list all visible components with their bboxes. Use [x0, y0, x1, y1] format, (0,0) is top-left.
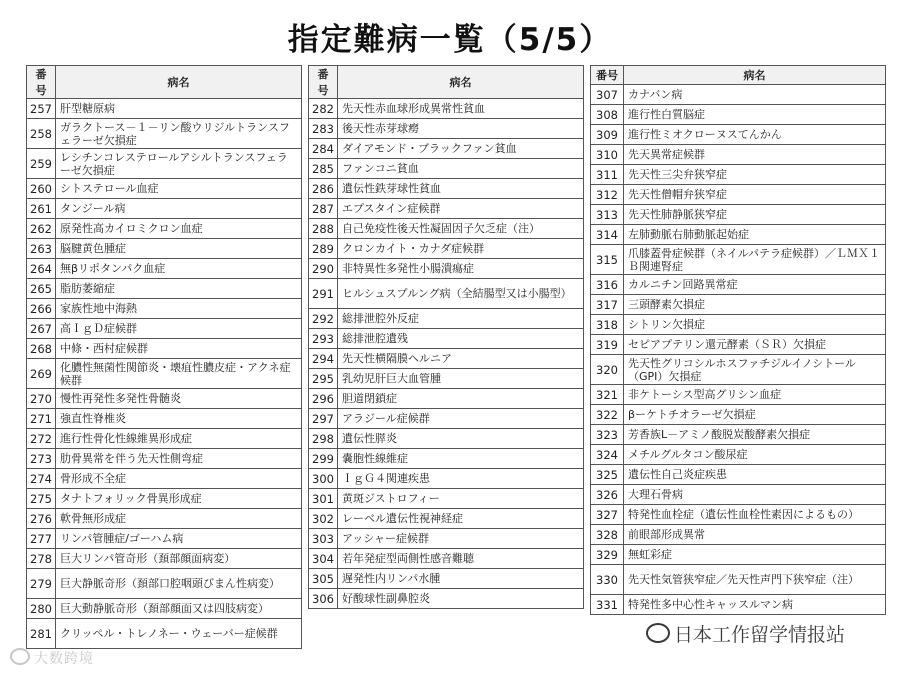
table-row — [591, 185, 886, 205]
disease-number: 265 — [27, 279, 56, 299]
table-row — [309, 199, 584, 219]
disease-name: カナバン病 — [624, 85, 886, 105]
disease-number: 260 — [27, 179, 56, 199]
table-row — [591, 545, 886, 565]
disease-number: 330 — [591, 565, 624, 595]
table-row — [591, 525, 886, 545]
table-row — [27, 469, 302, 489]
disease-number: 314 — [591, 225, 624, 245]
disease-number: 295 — [309, 369, 338, 389]
table-row — [309, 569, 584, 589]
disease-name: 先天異常症候群 — [624, 145, 886, 165]
table-header-row — [27, 66, 302, 99]
table-row — [591, 225, 886, 245]
disease-number: 291 — [309, 279, 338, 309]
disease-number: 321 — [591, 385, 624, 405]
table-row — [27, 179, 302, 199]
disease-table-3 — [590, 65, 886, 615]
disease-number: 309 — [591, 125, 624, 145]
disease-table-1 — [26, 65, 302, 649]
disease-name: タナトフォリック骨異形成症 — [56, 489, 302, 509]
disease-number: 281 — [27, 619, 56, 649]
table-row — [591, 275, 886, 295]
table-row — [591, 85, 886, 105]
disease-number: 257 — [27, 99, 56, 119]
disease-number: 275 — [27, 489, 56, 509]
table-row — [27, 509, 302, 529]
table-row — [27, 299, 302, 319]
table-row — [591, 205, 886, 225]
disease-number: 318 — [591, 315, 624, 335]
table-row — [309, 179, 584, 199]
disease-name: 芳香族L－アミノ酸脱炭酸酵素欠損症 — [624, 425, 886, 445]
disease-number: 325 — [591, 465, 624, 485]
header-disease-name: 病名 — [338, 66, 584, 99]
disease-number: 331 — [591, 595, 624, 615]
disease-number: 277 — [27, 529, 56, 549]
table-row — [309, 449, 584, 469]
disease-number: 279 — [27, 569, 56, 599]
table-row — [309, 99, 584, 119]
disease-number: 326 — [591, 485, 624, 505]
disease-name: 遺伝性自己炎症疾患 — [624, 465, 886, 485]
disease-number: 264 — [27, 259, 56, 279]
disease-number: 323 — [591, 425, 624, 445]
table-row — [591, 485, 886, 505]
watermark-left — [10, 648, 94, 668]
disease-number: 315 — [591, 245, 624, 275]
disease-number: 270 — [27, 389, 56, 409]
disease-name: レシチンコレステロールアシルトランスフェラーゼ欠損症 — [56, 149, 302, 179]
table-row — [591, 385, 886, 405]
table-row — [309, 219, 584, 239]
table-row — [27, 549, 302, 569]
disease-name: アラジール症候群 — [338, 409, 584, 429]
table-row — [309, 549, 584, 569]
disease-number: 304 — [309, 549, 338, 569]
table-row — [27, 489, 302, 509]
table-row — [591, 445, 886, 465]
disease-name: ＩｇＧ４関連疾患 — [338, 469, 584, 489]
disease-name: 先天性横隔膜ヘルニア — [338, 349, 584, 369]
disease-name: クリッペル・トレノネー・ウェーバー症候群 — [56, 619, 302, 649]
table-row — [591, 355, 886, 385]
disease-number: 301 — [309, 489, 338, 509]
table-row — [27, 569, 302, 599]
table-row — [309, 259, 584, 279]
disease-number: 293 — [309, 329, 338, 349]
disease-name: 無虹彩症 — [624, 545, 886, 565]
disease-name: シトステロール血症 — [56, 179, 302, 199]
disease-number: 258 — [27, 119, 56, 149]
disease-name: 遺伝性鉄芽球性貧血 — [338, 179, 584, 199]
table-row — [309, 119, 584, 139]
disease-number: 296 — [309, 389, 338, 409]
table-row — [309, 349, 584, 369]
disease-name: 非ケトーシス型高グリシン血症 — [624, 385, 886, 405]
table-row — [591, 145, 886, 165]
table-header-row — [309, 66, 584, 99]
disease-name: クロンカイト・カナダ症候群 — [338, 239, 584, 259]
disease-name: 進行性ミオクローヌスてんかん — [624, 125, 886, 145]
disease-number: 310 — [591, 145, 624, 165]
disease-name: タンジール病 — [56, 199, 302, 219]
disease-name: 好酸球性副鼻腔炎 — [338, 589, 584, 609]
table-row — [591, 125, 886, 145]
disease-number: 319 — [591, 335, 624, 355]
disease-number: 300 — [309, 469, 338, 489]
disease-name: 特発性多中心性キャッスルマン病 — [624, 595, 886, 615]
disease-name: ダイアモンド・ブラックファン貧血 — [338, 139, 584, 159]
disease-name: 中條・西村症候群 — [56, 339, 302, 359]
disease-name: カルニチン回路異常症 — [624, 275, 886, 295]
disease-name: 後天性赤芽球癆 — [338, 119, 584, 139]
table-row — [27, 449, 302, 469]
disease-number: 278 — [27, 549, 56, 569]
watermark-right — [642, 620, 849, 647]
disease-name: 非特異性多発性小腸潰瘍症 — [338, 259, 584, 279]
table-row — [309, 239, 584, 259]
table-row — [309, 529, 584, 549]
table-row — [309, 139, 584, 159]
disease-name: 進行性骨化性線維異形成症 — [56, 429, 302, 449]
watermark-right-text: 日本工作留学情报站 — [674, 624, 846, 646]
disease-name: 肝型糖原病 — [56, 99, 302, 119]
disease-name: 慢性再発性多発性骨髄炎 — [56, 389, 302, 409]
table-row — [309, 329, 584, 349]
table-row — [591, 505, 886, 525]
table-row — [27, 119, 302, 149]
disease-name: 巨大リンパ管奇形（頚部顔面病変） — [56, 549, 302, 569]
table-row — [27, 429, 302, 449]
table-row — [27, 279, 302, 299]
table-row — [27, 599, 302, 619]
table-row — [27, 619, 302, 649]
disease-name: 黄斑ジストロフィー — [338, 489, 584, 509]
table-row — [591, 295, 886, 315]
disease-name: 左肺動脈右肺動脈起始症 — [624, 225, 886, 245]
disease-number: 272 — [27, 429, 56, 449]
disease-name: シトリン欠損症 — [624, 315, 886, 335]
disease-number: 276 — [27, 509, 56, 529]
disease-name: 爪膝蓋骨症候群（ネイルパテラ症候群）／ＬＭＸ１Ｂ関連腎症 — [624, 245, 886, 275]
table-row — [591, 405, 886, 425]
page-title: 指定難病一覧（5/5） — [287, 22, 613, 58]
disease-name: 肋骨異常を伴う先天性側弯症 — [56, 449, 302, 469]
disease-name: セピアプテリン還元酵素（ＳＲ）欠損症 — [624, 335, 886, 355]
disease-name: 先天性肺静脈狭窄症 — [624, 205, 886, 225]
disease-number: 329 — [591, 545, 624, 565]
disease-name: 先天性赤血球形成異常性貧血 — [338, 99, 584, 119]
disease-table-2 — [308, 65, 584, 609]
disease-number: 286 — [309, 179, 338, 199]
table-row — [27, 529, 302, 549]
disease-name: βーケトチオラーゼ欠損症 — [624, 405, 886, 425]
disease-name: 三頭酵素欠損症 — [624, 295, 886, 315]
disease-number: 282 — [309, 99, 338, 119]
disease-number: 287 — [309, 199, 338, 219]
disease-name: 総排泄腔遺残 — [338, 329, 584, 349]
disease-number: 327 — [591, 505, 624, 525]
disease-number: 303 — [309, 529, 338, 549]
disease-number: 320 — [591, 355, 624, 385]
disease-number: 299 — [309, 449, 338, 469]
disease-name: メチルグルタコン酸尿症 — [624, 445, 886, 465]
table-row — [309, 489, 584, 509]
disease-number: 311 — [591, 165, 624, 185]
disease-name: 嚢胞性線維症 — [338, 449, 584, 469]
disease-number: 283 — [309, 119, 338, 139]
table-row — [591, 315, 886, 335]
disease-name: 先天性三尖弁狭窄症 — [624, 165, 886, 185]
table-header-row — [591, 66, 886, 85]
disease-number: 317 — [591, 295, 624, 315]
header-number: 番号 — [27, 66, 56, 99]
disease-name: ガラクトース－１－リン酸ウリジルトランスフェラーゼ欠損症 — [56, 119, 302, 149]
table-row — [309, 589, 584, 609]
disease-name: 無βリポタンパク血症 — [56, 259, 302, 279]
disease-name: 先天性グリコシルホスファチジルイノシトール（GPI）欠損症 — [624, 355, 886, 385]
disease-number: 298 — [309, 429, 338, 449]
watermark-left-text: 大数跨境 — [34, 651, 94, 667]
disease-name: 遺伝性膵炎 — [338, 429, 584, 449]
wechat-icon — [646, 623, 670, 643]
disease-number: 307 — [591, 85, 624, 105]
disease-number: 259 — [27, 149, 56, 179]
disease-name: 軟骨無形成症 — [56, 509, 302, 529]
disease-number: 306 — [309, 589, 338, 609]
disease-number: 302 — [309, 509, 338, 529]
disease-name: 前眼部形成異常 — [624, 525, 886, 545]
table-row — [309, 369, 584, 389]
table-row — [591, 165, 886, 185]
disease-number: 268 — [27, 339, 56, 359]
disease-number: 290 — [309, 259, 338, 279]
disease-name: リンパ管腫症/ゴーハム病 — [56, 529, 302, 549]
table-row — [27, 339, 302, 359]
disease-name: 特発性血栓症（遺伝性血栓性素因によるもの） — [624, 505, 886, 525]
disease-name: 家族性地中海熱 — [56, 299, 302, 319]
disease-number: 263 — [27, 239, 56, 259]
disease-name: 胆道閉鎖症 — [338, 389, 584, 409]
disease-name: ファンコニ貧血 — [338, 159, 584, 179]
table-row — [27, 389, 302, 409]
table-row — [591, 245, 886, 275]
table-row — [309, 309, 584, 329]
table-row — [309, 429, 584, 449]
table-row — [27, 219, 302, 239]
disease-name: 脂肪萎縮症 — [56, 279, 302, 299]
disease-name: 強直性脊椎炎 — [56, 409, 302, 429]
table-row — [27, 359, 302, 389]
disease-number: 312 — [591, 185, 624, 205]
disease-name: 骨形成不全症 — [56, 469, 302, 489]
disease-number: 294 — [309, 349, 338, 369]
disease-name: アッシャー症候群 — [338, 529, 584, 549]
header-disease-name: 病名 — [56, 66, 302, 99]
table-row — [27, 99, 302, 119]
disease-number: 273 — [27, 449, 56, 469]
table-row — [309, 159, 584, 179]
table-row — [591, 465, 886, 485]
table-row — [591, 425, 886, 445]
disease-number: 292 — [309, 309, 338, 329]
disease-number: 280 — [27, 599, 56, 619]
table-row — [591, 565, 886, 595]
disease-name: 総排泄腔外反症 — [338, 309, 584, 329]
disease-number: 328 — [591, 525, 624, 545]
disease-name: エプスタイン症候群 — [338, 199, 584, 219]
table-row — [27, 319, 302, 339]
disease-name: 原発性高カイロミクロン血症 — [56, 219, 302, 239]
table-row — [309, 469, 584, 489]
disease-name: 自己免疫性後天性凝固因子欠乏症（注） — [338, 219, 584, 239]
disease-number: 316 — [591, 275, 624, 295]
disease-number: 313 — [591, 205, 624, 225]
disease-number: 271 — [27, 409, 56, 429]
disease-number: 297 — [309, 409, 338, 429]
chat-bubble-icon — [10, 648, 30, 665]
disease-name: 乳幼児肝巨大血管腫 — [338, 369, 584, 389]
disease-name: 遅発性内リンパ水腫 — [338, 569, 584, 589]
table-row — [27, 409, 302, 429]
table-row — [27, 199, 302, 219]
table-row — [309, 279, 584, 309]
header-number: 番号 — [591, 66, 624, 85]
disease-number: 305 — [309, 569, 338, 589]
disease-number: 267 — [27, 319, 56, 339]
disease-name: 化膿性無菌性関節炎・壊疽性膿皮症・アクネ症候群 — [56, 359, 302, 389]
table-row — [27, 239, 302, 259]
disease-number: 285 — [309, 159, 338, 179]
disease-name: 巨大動静脈奇形（頚部顔面又は四肢病変） — [56, 599, 302, 619]
disease-name: 大理石骨病 — [624, 485, 886, 505]
disease-number: 284 — [309, 139, 338, 159]
disease-number: 269 — [27, 359, 56, 389]
table-row — [591, 105, 886, 125]
disease-number: 261 — [27, 199, 56, 219]
disease-name: ヒルシュスプルング病（全結腸型又は小腸型） — [338, 279, 584, 309]
disease-number: 262 — [27, 219, 56, 239]
disease-name: 先天性気管狭窄症／先天性声門下狭窄症（注） — [624, 565, 886, 595]
disease-number: 308 — [591, 105, 624, 125]
disease-name: 巨大静脈奇形（頚部口腔咽頭びまん性病変） — [56, 569, 302, 599]
header-number: 番号 — [309, 66, 338, 99]
disease-name: 先天性僧帽弁狭窄症 — [624, 185, 886, 205]
disease-number: 288 — [309, 219, 338, 239]
table-row — [309, 389, 584, 409]
table-row — [27, 149, 302, 179]
disease-number: 266 — [27, 299, 56, 319]
disease-name: 若年発症型両側性感音難聴 — [338, 549, 584, 569]
header-disease-name: 病名 — [624, 66, 886, 85]
disease-name: 高ＩｇＤ症候群 — [56, 319, 302, 339]
disease-name: 脳腱黄色腫症 — [56, 239, 302, 259]
table-row — [591, 335, 886, 355]
table-row — [27, 259, 302, 279]
disease-name: レーベル遺伝性視神経症 — [338, 509, 584, 529]
disease-number: 289 — [309, 239, 338, 259]
table-row — [309, 509, 584, 529]
disease-name: 進行性白質脳症 — [624, 105, 886, 125]
disease-number: 322 — [591, 405, 624, 425]
table-row — [309, 409, 584, 429]
disease-number: 324 — [591, 445, 624, 465]
disease-number: 274 — [27, 469, 56, 489]
table-row — [591, 595, 886, 615]
